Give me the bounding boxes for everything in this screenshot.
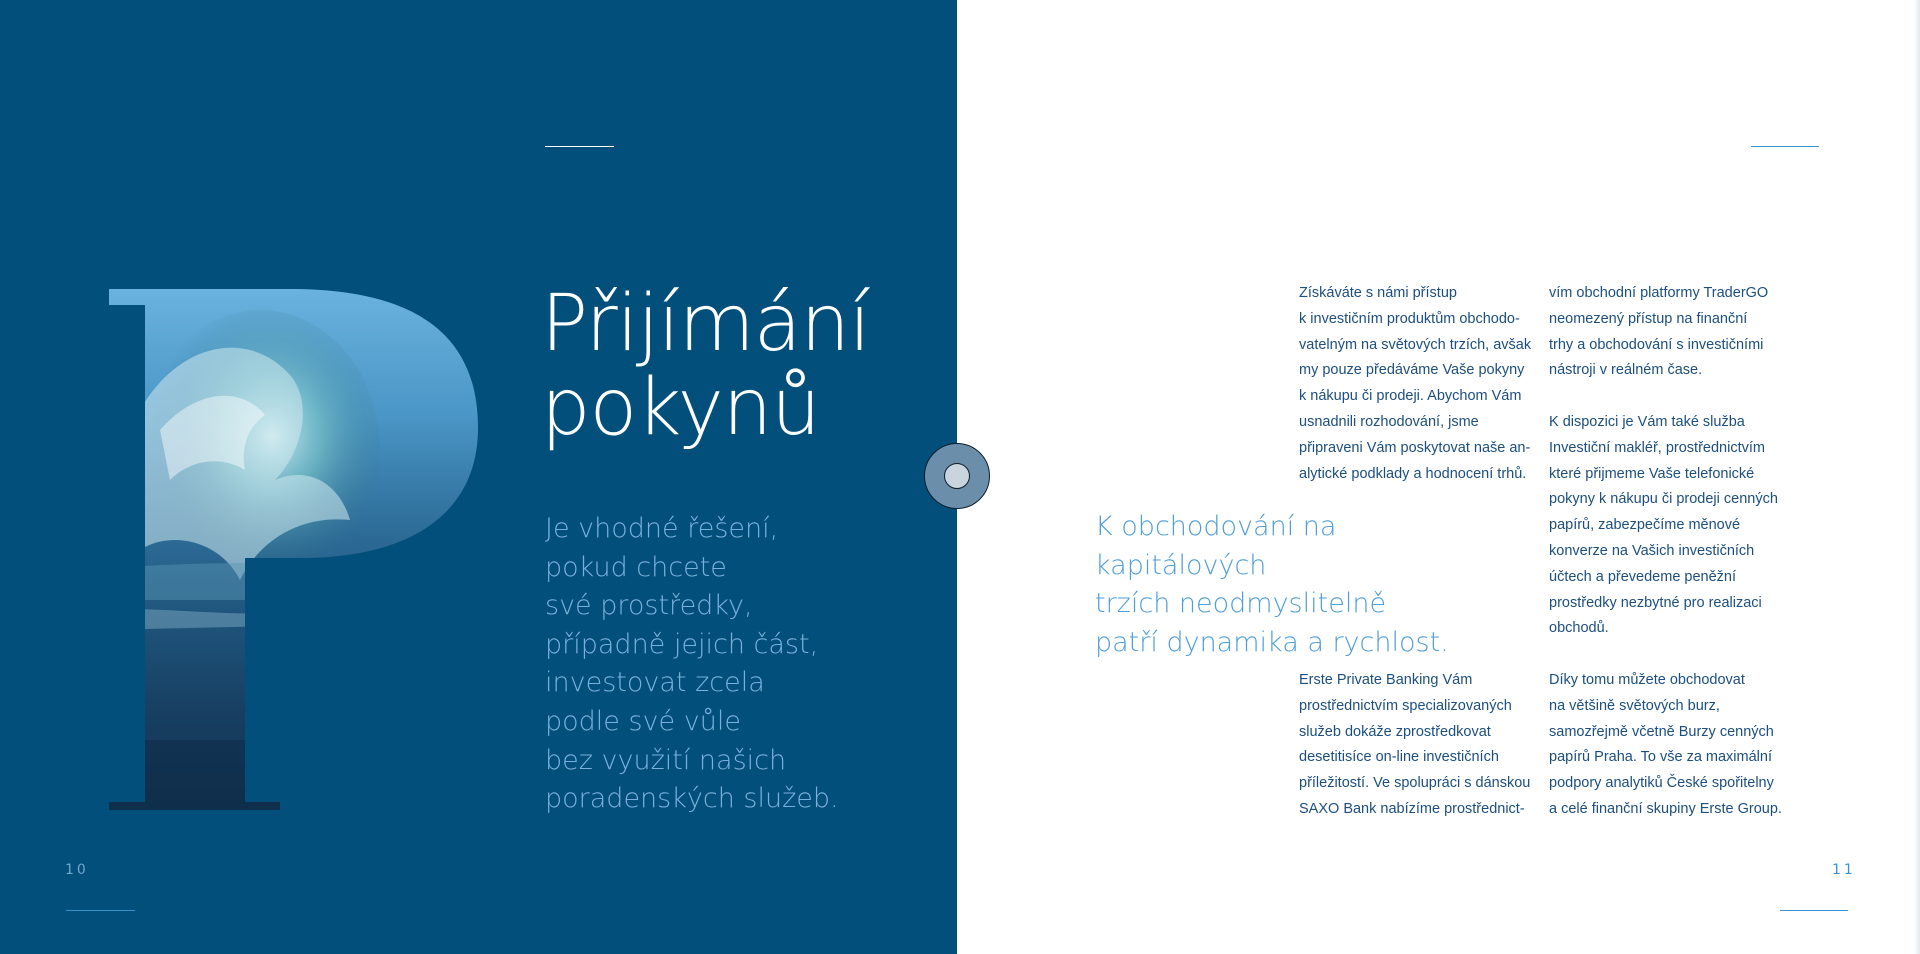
body-line: vím obchodní platformy TraderGO (1549, 285, 1769, 301)
body-line: Díky tomu můžete obchodovat (1549, 671, 1745, 688)
lead-line: své prostředky, (545, 590, 753, 622)
pull-quote (1095, 508, 1515, 662)
body-line: příležitostí. Ve spolupráci s dánskou (1299, 775, 1531, 792)
initial-letter-p-icon (100, 280, 500, 820)
body-line: Získáváte s námi přístup (1299, 285, 1457, 301)
body-line: vatelným na světových trzích, avšak (1299, 336, 1532, 353)
pull-quote-line: K obchodování na kapitálových (1095, 511, 1337, 581)
body-line: Investiční makléř, prostřednictvím (1549, 439, 1765, 456)
body-line: alytické podklady a hodnocení trhů. (1299, 465, 1527, 482)
body-line: neomezený přístup na finanční (1549, 310, 1748, 327)
top-rule (545, 146, 614, 147)
body-line: konverze na Vašich investičních (1549, 542, 1755, 559)
bottom-rule (66, 910, 135, 911)
spine-circle-inner-icon (944, 463, 970, 489)
body-line: a celé finanční skupiny Erste Group. (1549, 800, 1782, 817)
bottom-rule-right (1780, 910, 1848, 911)
body-line: trhy a obchodování s investičními (1549, 336, 1764, 353)
top-rule-right (1751, 146, 1819, 147)
page-title (541, 279, 957, 453)
page-edge (1914, 0, 1920, 954)
body-line: K dispozici je Vám také služba (1549, 413, 1745, 430)
body-line: papírů, zabezpečíme měnové (1549, 517, 1741, 534)
lead-line: Je vhodné řešení, (545, 513, 779, 544)
body-line: my pouze předáváme Vaše pokyny (1299, 362, 1525, 379)
body-line: samozřejmě včetně Burzy cenných (1549, 723, 1774, 740)
body-line: služeb dokáže zprostředkovat (1299, 723, 1491, 740)
body-line: na většině světových burz, (1549, 697, 1720, 714)
body-line: obchodů. (1549, 620, 1609, 637)
body-line: k nákupu či prodeji. Abychom Vám (1299, 388, 1522, 405)
body-line: Erste Private Banking Vám (1299, 672, 1473, 688)
body-line: k investičním produktům obchodo- (1299, 310, 1520, 327)
body-line: účtech a převedeme peněžní (1549, 568, 1737, 585)
body-paragraph (1549, 410, 1789, 642)
left-page (0, 0, 957, 954)
lead-paragraph (545, 510, 925, 819)
lead-line: případně jejich část, (545, 628, 819, 660)
lead-line: bez využití našich (545, 744, 787, 776)
page-number-left: 10 (65, 862, 89, 878)
body-line: desetitisíce on-line investičních (1299, 749, 1499, 766)
body-paragraph (1549, 668, 1789, 823)
title-line: pokynů (541, 363, 820, 453)
body-column-1-bottom (1299, 668, 1539, 823)
title-line: Přijímání (541, 279, 870, 369)
lead-line: poradenských služeb. (545, 783, 839, 815)
body-line: SAXO Bank nabízíme prostřednict- (1299, 800, 1525, 817)
spine-circle-icon (924, 443, 990, 509)
body-line: prostředky nezbytné pro realizaci (1549, 594, 1762, 611)
body-line: pokyny k nákupu či prodeji cenných (1549, 491, 1778, 508)
body-line: připraveni Vám poskytovat naše an- (1299, 439, 1531, 456)
body-line: nástroji v reálném čase. (1549, 362, 1703, 379)
body-column-1-top (1299, 281, 1539, 487)
body-line: prostřednictvím specializovaných (1299, 697, 1512, 714)
body-line: usnadnili rozhodování, jsme (1299, 413, 1479, 430)
body-column-2 (1549, 281, 1789, 823)
pull-quote-line: patří dynamika a rychlost. (1095, 626, 1449, 658)
body-line: papírů Praha. To vše za maximální (1549, 749, 1772, 766)
page-number-right: 11 (1832, 862, 1856, 878)
body-paragraph (1549, 281, 1789, 384)
body-line: které přijmeme Vaše telefonické (1549, 465, 1755, 482)
lead-line: investovat zcela (545, 667, 765, 699)
lead-line: pokud chcete (545, 551, 727, 583)
pull-quote-line: trzích neodmyslitelně (1095, 588, 1387, 620)
lead-line: podle své vůle (545, 705, 741, 737)
body-line: podpory analytiků České spořitelny (1549, 775, 1774, 792)
